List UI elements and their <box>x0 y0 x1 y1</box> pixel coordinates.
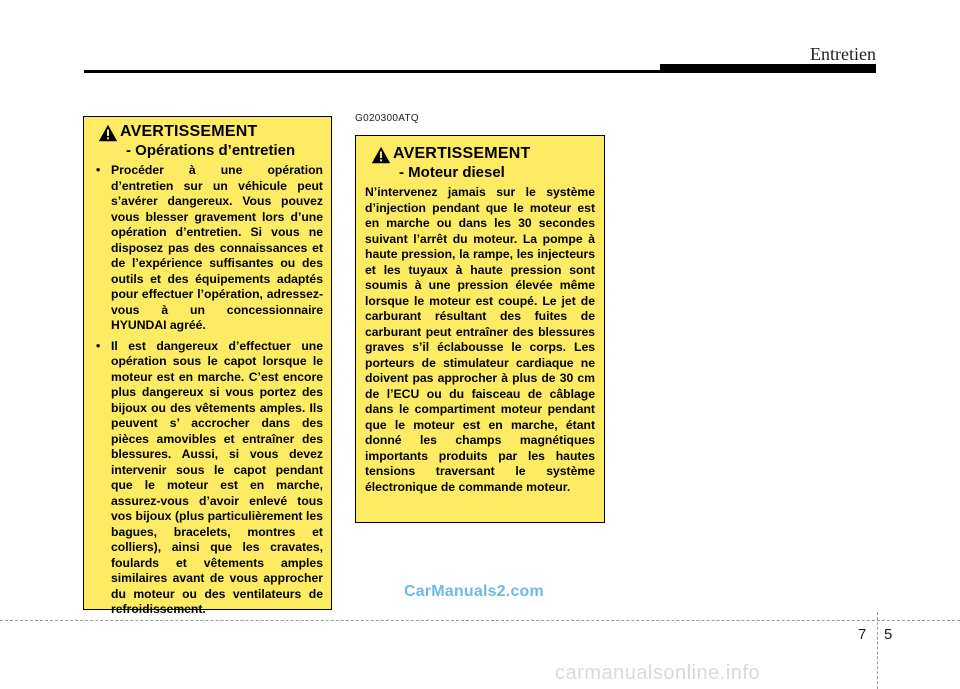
section-code: G020300ATQ <box>355 113 419 124</box>
warning-body <box>92 163 323 618</box>
bullet-dot: • <box>96 163 101 177</box>
section-title: Entretien <box>810 44 876 64</box>
warning-bullet <box>92 339 323 618</box>
bottom-watermark: carmanualsonline.info <box>555 662 761 684</box>
bullet-dot: • <box>96 338 101 353</box>
warning-header <box>92 122 323 160</box>
header-rule-thick <box>660 64 876 73</box>
header-rule <box>84 70 660 73</box>
warning-header <box>365 144 595 182</box>
warning-subtitle: - Opérations d’entretien <box>126 142 296 159</box>
warning-subtitle: - Moteur diesel <box>399 164 505 181</box>
warning-triangle-icon <box>98 124 118 142</box>
watermark-link[interactable]: CarManuals2.com <box>404 583 544 600</box>
diesel-warning-box <box>355 135 605 523</box>
warning-title: AVERTISSEMENT <box>120 123 258 140</box>
maintenance-warning-box <box>83 116 332 616</box>
warning-bullet-text: Procéder à une opération d’entretien sur un véhicule peut s’avérer dangereux. Vous pouvez vous blesser gravement lors d’une opération d’entretien. Si vous ne disposez pas des connaissances et de l’expérience suffisantes ou des outils et des équipements adaptés pour effectuer l’opération, adressez-vous à un concessionnaire HYUNDAI agréé. <box>111 163 323 332</box>
warning-triangle-icon <box>371 146 391 164</box>
warning-title: AVERTISSEMENT <box>393 145 531 162</box>
warning-bullet-text: Il est dangereux d’effectuer une opération sous le capot lorsque le moteur est en marche. C’est encore plus dangereux si vous portez des bijoux ou des vêtements amples. Ils peuvent s’ accrocher dans des pièces amovibles et entraîner des blessures. Aussi, si vous devez intervenir sous le capot pendant que le moteur est en marche, assurez-vous d’avoir enlevé tous vos bijoux (plus particulièrement les bagues, bracelets, montres et colliers), ainsi que les cravates, foulards et vêtements amples similaires avant de vous approcher du moteur ou des ventilateurs de refroidissement. <box>111 338 323 616</box>
footer-divider <box>0 620 960 621</box>
page-number: 5 <box>884 626 893 643</box>
warning-bullet <box>92 163 323 334</box>
warning-body-text: N’intervenez jamais sur le système d’injection pendant que le moteur est en marche ou dans les 30 secondes suivant l’arrêt du moteur. La pompe à haute pression, la rampe, les injecteurs et les tuyaux à haute pression sont soumis à une pression élevée même lorsque le moteur est coupé. Le jet de carburant résultant des fuites de carburant peut entraîner des blessures graves s’il éclabousse le corps. Les porteurs de stimulateur cardiaque ne doivent pas approcher à plus de 30 cm de l’ECU ou du faisceau de câblage dans le compartiment moteur pendant que le moteur est en marche, étant donné les champs magnétiques importants produits par les hautes tensions traversant le système électronique de commande moteur. <box>365 185 595 494</box>
chapter-number: 7 <box>858 626 867 643</box>
footer-vertical-divider <box>877 612 878 689</box>
